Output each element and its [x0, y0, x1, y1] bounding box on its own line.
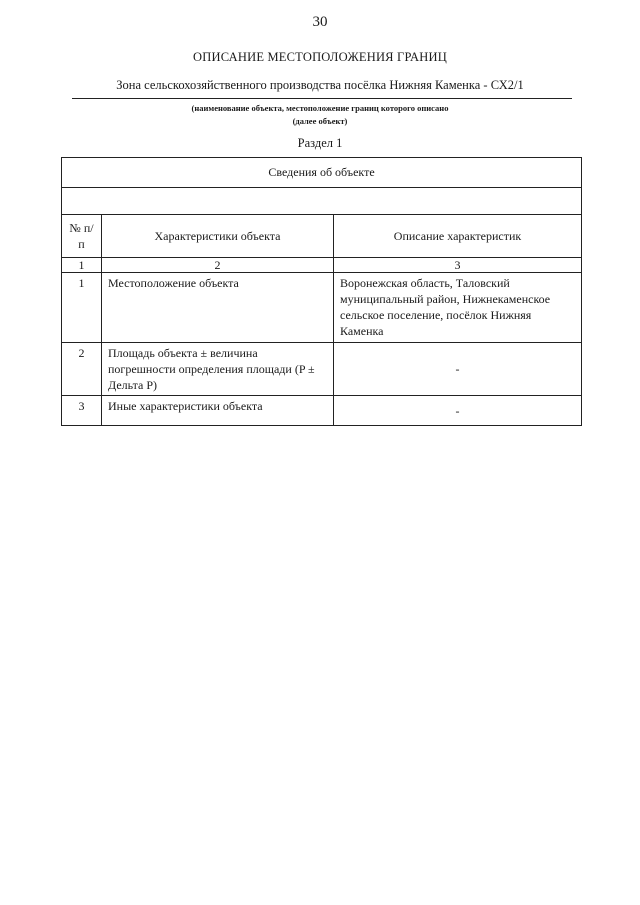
row-number: 1: [62, 273, 102, 343]
column-number-2: 2: [102, 258, 334, 273]
page-number: 30: [312, 14, 328, 30]
column-header-description: Описание характеристик: [334, 215, 582, 258]
object-name-rule: [72, 98, 572, 99]
section-title: Раздел 1: [297, 136, 343, 150]
table-row: [62, 396, 582, 426]
column-number-row: [62, 258, 582, 273]
row-number: 3: [62, 396, 102, 426]
column-number-1: 1: [62, 258, 102, 273]
column-number-3: 3: [334, 258, 582, 273]
document-title: ОПИСАНИЕ МЕСТОПОЛОЖЕНИЯ ГРАНИЦ: [193, 50, 447, 64]
row-description: -: [334, 396, 582, 426]
row-description: Воронежская область, Таловский муниципальный район, Нижнекаменское сельское поселение, посёлок Нижняя Каменка: [334, 273, 582, 343]
table-row: [62, 273, 582, 343]
row-description: -: [334, 343, 582, 396]
caption-line-2: (далее объект): [292, 116, 348, 126]
column-header-number: № п/п: [62, 215, 102, 258]
column-header-row: [62, 215, 582, 258]
column-header-characteristic: Характеристики объекта: [102, 215, 334, 258]
row-characteristic: Площадь объекта ± величина погрешности определения площади (P ± Дельта P): [102, 343, 334, 396]
row-characteristic: Иные характеристики объекта: [102, 396, 334, 426]
table-spacer-row: [62, 188, 582, 215]
object-name-caption: [0, 102, 640, 128]
row-number: 2: [62, 343, 102, 396]
table-row: [62, 343, 582, 396]
row-characteristic: Местоположение объекта: [102, 273, 334, 343]
object-name: Зона сельскохозяйственного производства посёлка Нижняя Каменка - СХ2/1: [116, 78, 524, 92]
table-spacer-cell: [62, 188, 582, 215]
object-info-table: [61, 157, 582, 426]
caption-line-1: (наименование объекта, местоположение границ которого описано: [191, 103, 449, 113]
table-header-row: [62, 158, 582, 188]
table-header: Сведения об объекте: [62, 158, 582, 188]
